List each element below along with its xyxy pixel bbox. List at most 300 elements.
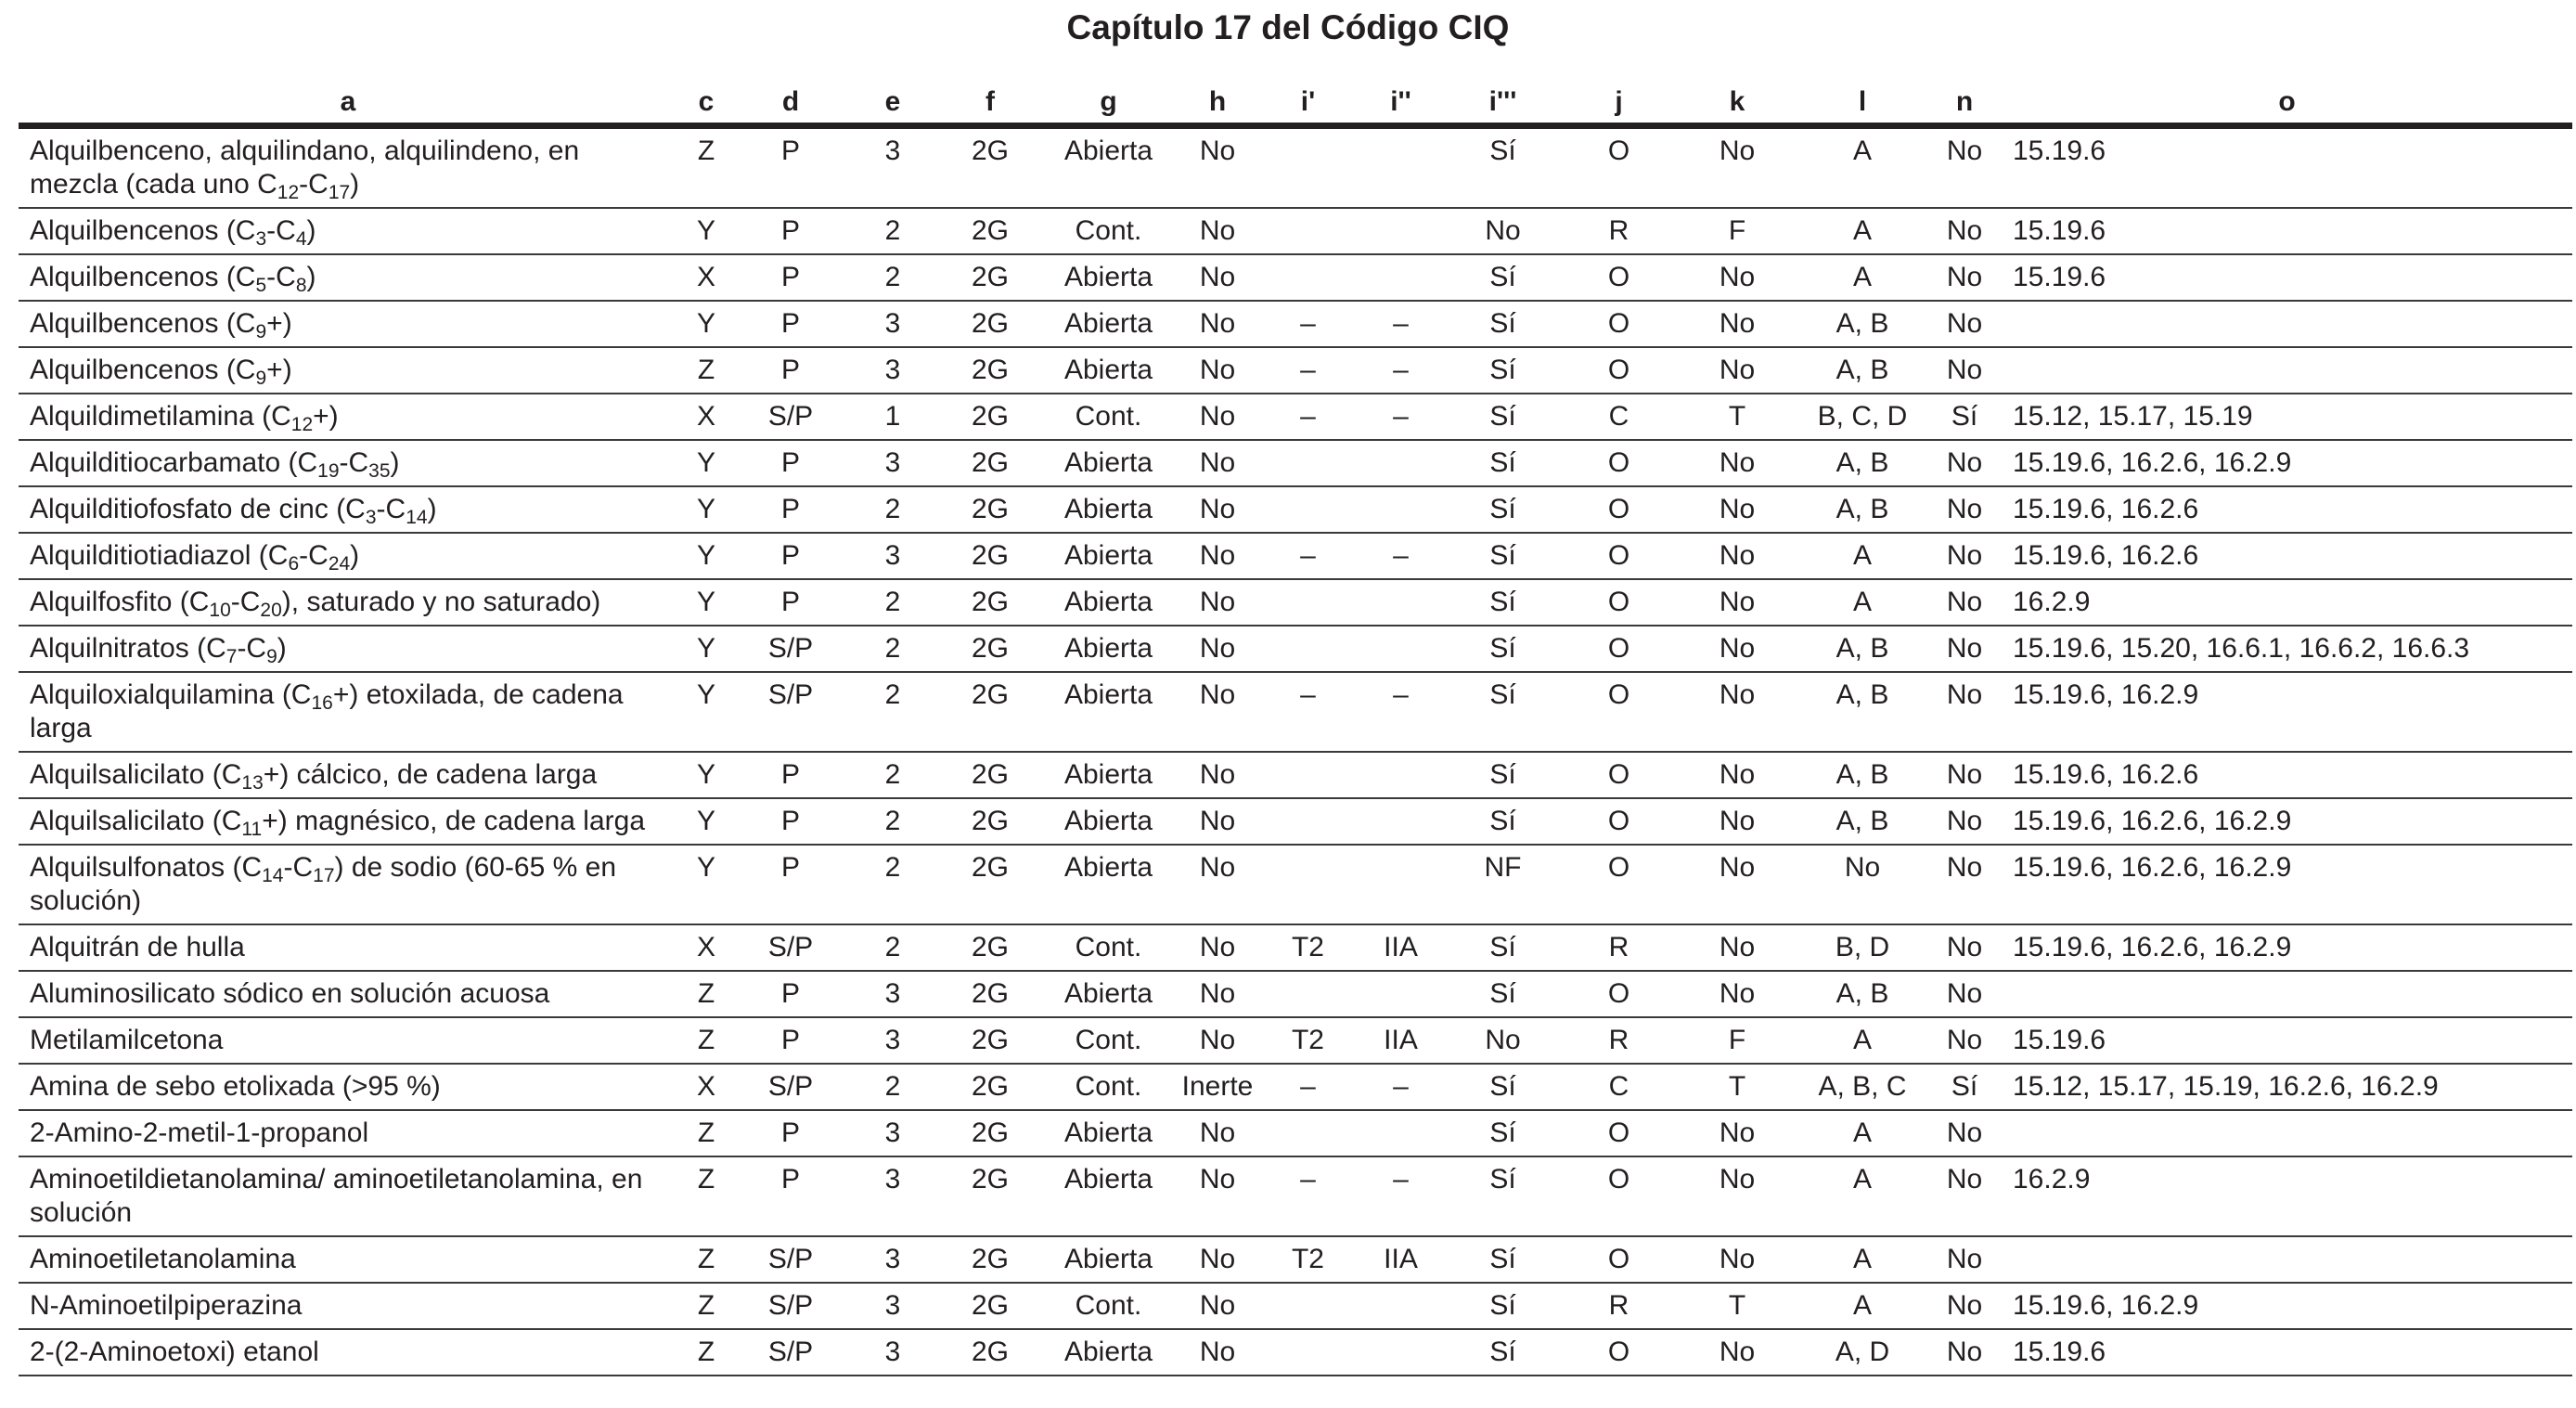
cell-i1 (1259, 1283, 1357, 1329)
cell-i2: IIA (1357, 1017, 1445, 1064)
cell-a: Alquilditiocarbamato $(C_{19}-C_{35})$ (19, 440, 677, 486)
cell-i2: – (1357, 1064, 1445, 1110)
cell-g: Abierta (1041, 672, 1176, 752)
table-row (19, 1064, 2572, 1110)
cell-i1 (1259, 626, 1357, 672)
cell-h: No (1176, 798, 1259, 845)
cell-j: O (1561, 301, 1677, 347)
cell-f: 2G (939, 924, 1041, 971)
cell-e: 2 (846, 208, 939, 254)
cell-i1 (1259, 845, 1357, 924)
cell-c: Z (677, 971, 735, 1017)
cell-i3: Sí (1445, 1329, 1561, 1376)
table-row (19, 208, 2572, 254)
cell-l: A (1797, 208, 1927, 254)
cell-h: No (1176, 301, 1259, 347)
table-row (19, 579, 2572, 626)
cell-n: No (1927, 1110, 2002, 1156)
column-header: n (1927, 82, 2002, 126)
cell-f: 2G (939, 971, 1041, 1017)
cell-h: No (1176, 347, 1259, 394)
cell-d: P (735, 440, 846, 486)
cell-n: No (1927, 1236, 2002, 1283)
cell-c: Y (677, 845, 735, 924)
cell-e: 3 (846, 1236, 939, 1283)
cell-i1: – (1259, 672, 1357, 752)
cell-i3: Sí (1445, 579, 1561, 626)
cell-d: P (735, 533, 846, 579)
cell-n: No (1927, 254, 2002, 301)
cell-e: 3 (846, 1329, 939, 1376)
cell-n: No (1927, 1017, 2002, 1064)
cell-g: Abierta (1041, 126, 1176, 209)
cell-a: 2-(2-Aminoetoxi) etanol (19, 1329, 677, 1376)
cell-c: Y (677, 626, 735, 672)
cell-l: B, C, D (1797, 394, 1927, 440)
cell-c: Y (677, 798, 735, 845)
cell-a: Aminoetiletanolamina (19, 1236, 677, 1283)
cell-e: 2 (846, 254, 939, 301)
cell-e: 3 (846, 1283, 939, 1329)
cell-o: 15.19.6, 16.2.6, 16.2.9 (2002, 440, 2572, 486)
cell-j: O (1561, 347, 1677, 394)
column-header: e (846, 82, 939, 126)
cell-i2 (1357, 579, 1445, 626)
table-row (19, 394, 2572, 440)
cell-g: Abierta (1041, 752, 1176, 798)
cell-i3: Sí (1445, 752, 1561, 798)
cell-n: No (1927, 208, 2002, 254)
cell-i2 (1357, 254, 1445, 301)
column-header: c (677, 82, 735, 126)
cell-i1 (1259, 971, 1357, 1017)
cell-c: Z (677, 126, 735, 209)
table-row (19, 798, 2572, 845)
cell-d: P (735, 971, 846, 1017)
cell-i1 (1259, 798, 1357, 845)
cell-k: No (1677, 971, 1797, 1017)
cell-i2: – (1357, 394, 1445, 440)
cell-c: Y (677, 672, 735, 752)
page-title: Capítulo 17 del Código CIQ (1066, 8, 1510, 46)
cell-l: A, B (1797, 486, 1927, 533)
table-row (19, 486, 2572, 533)
cell-e: 3 (846, 1156, 939, 1236)
cell-f: 2G (939, 486, 1041, 533)
cell-j: O (1561, 486, 1677, 533)
cell-i1: – (1259, 394, 1357, 440)
cell-d: P (735, 845, 846, 924)
cell-g: Abierta (1041, 1110, 1176, 1156)
cell-d: S/P (735, 1064, 846, 1110)
cell-h: No (1176, 1236, 1259, 1283)
cell-e: 2 (846, 845, 939, 924)
cell-o: 15.19.6, 16.2.6 (2002, 752, 2572, 798)
cell-a: Amina de sebo etolixada (>95 %) (19, 1064, 677, 1110)
cell-o: 15.19.6 (2002, 254, 2572, 301)
column-header: i' (1259, 82, 1357, 126)
cell-e: 3 (846, 533, 939, 579)
cell-c: X (677, 394, 735, 440)
cell-i3: Sí (1445, 486, 1561, 533)
cell-e: 2 (846, 798, 939, 845)
cell-i3: Sí (1445, 347, 1561, 394)
cell-i3: Sí (1445, 126, 1561, 209)
column-header: o (2002, 82, 2572, 126)
cell-c: X (677, 924, 735, 971)
table-row (19, 1329, 2572, 1376)
cell-o: 15.19.6 (2002, 1017, 2572, 1064)
cell-i3: Sí (1445, 971, 1561, 1017)
cell-e: 2 (846, 752, 939, 798)
cell-i3: Sí (1445, 1283, 1561, 1329)
cell-i2 (1357, 1329, 1445, 1376)
cell-f: 2G (939, 798, 1041, 845)
cell-a: Alquilbencenos $(C_5-C_8)$ (19, 254, 677, 301)
cell-o: 15.12, 15.17, 15.19, 16.2.6, 16.2.9 (2002, 1064, 2572, 1110)
cell-f: 2G (939, 440, 1041, 486)
table-row (19, 971, 2572, 1017)
cell-g: Abierta (1041, 440, 1176, 486)
cell-c: Y (677, 301, 735, 347)
cell-i1: T2 (1259, 1017, 1357, 1064)
cell-i2 (1357, 752, 1445, 798)
cell-i2: IIA (1357, 924, 1445, 971)
cell-d: S/P (735, 394, 846, 440)
cell-i2 (1357, 1110, 1445, 1156)
cell-a: Alquilsalicilato $(C_{13}+)$ cálcico, de cadena larga (19, 752, 677, 798)
cell-l: A (1797, 579, 1927, 626)
cell-f: 2G (939, 672, 1041, 752)
cell-d: P (735, 486, 846, 533)
cell-k: No (1677, 1236, 1797, 1283)
cell-k: No (1677, 1329, 1797, 1376)
cell-l: A (1797, 1110, 1927, 1156)
cell-g: Abierta (1041, 798, 1176, 845)
column-header: h (1176, 82, 1259, 126)
cell-c: Y (677, 208, 735, 254)
cell-d: P (735, 301, 846, 347)
cell-l: A, B (1797, 440, 1927, 486)
cell-n: No (1927, 672, 2002, 752)
cell-a: Alquilditiofosfato de cinc $(C_3-C_{14})$ (19, 486, 677, 533)
cell-i2: – (1357, 672, 1445, 752)
cell-c: Z (677, 1110, 735, 1156)
cell-h: No (1176, 1110, 1259, 1156)
cell-i1: – (1259, 347, 1357, 394)
cell-o (2002, 1110, 2572, 1156)
cell-k: No (1677, 579, 1797, 626)
cell-j: R (1561, 208, 1677, 254)
cell-l: A, B, C (1797, 1064, 1927, 1110)
cell-a: Aluminosilicato sódico en solución acuosa (19, 971, 677, 1017)
cell-o: 16.2.9 (2002, 1156, 2572, 1236)
cell-j: O (1561, 845, 1677, 924)
cell-o (2002, 971, 2572, 1017)
cell-h: No (1176, 579, 1259, 626)
cell-g: Abierta (1041, 347, 1176, 394)
cell-a: Alquitrán de hulla (19, 924, 677, 971)
cell-g: Abierta (1041, 971, 1176, 1017)
cell-i3: Sí (1445, 672, 1561, 752)
cell-e: 3 (846, 440, 939, 486)
cell-g: Cont. (1041, 1017, 1176, 1064)
cell-e: 3 (846, 1017, 939, 1064)
cell-k: No (1677, 301, 1797, 347)
column-header: i'' (1357, 82, 1445, 126)
cell-f: 2G (939, 394, 1041, 440)
table-row (19, 533, 2572, 579)
cell-c: Y (677, 579, 735, 626)
cell-j: O (1561, 440, 1677, 486)
cell-d: S/P (735, 1236, 846, 1283)
column-header: d (735, 82, 846, 126)
cell-j: R (1561, 924, 1677, 971)
cell-i1: – (1259, 1156, 1357, 1236)
table-row (19, 752, 2572, 798)
cell-i2 (1357, 486, 1445, 533)
cell-f: 2G (939, 626, 1041, 672)
cell-c: Y (677, 486, 735, 533)
cell-d: S/P (735, 924, 846, 971)
cell-g: Cont. (1041, 208, 1176, 254)
table-row (19, 347, 2572, 394)
cell-c: Z (677, 1156, 735, 1236)
cell-l: A (1797, 1017, 1927, 1064)
cell-d: S/P (735, 1283, 846, 1329)
table-row (19, 626, 2572, 672)
cell-j: O (1561, 126, 1677, 209)
cell-d: P (735, 126, 846, 209)
cell-k: No (1677, 126, 1797, 209)
cell-g: Cont. (1041, 394, 1176, 440)
cell-n: No (1927, 1329, 2002, 1376)
cell-h: No (1176, 1283, 1259, 1329)
cell-j: O (1561, 533, 1677, 579)
cell-j: O (1561, 1110, 1677, 1156)
cell-i3: Sí (1445, 1236, 1561, 1283)
cell-i1 (1259, 440, 1357, 486)
cell-i1 (1259, 486, 1357, 533)
column-header: j (1561, 82, 1677, 126)
table-row (19, 1236, 2572, 1283)
cell-k: F (1677, 208, 1797, 254)
cell-h: No (1176, 752, 1259, 798)
cell-l: A (1797, 533, 1927, 579)
cell-i2 (1357, 845, 1445, 924)
cell-a: Alquilbenceno, alquilindano, alquilindeno, en mezcla (cada uno $C_{12}-C_{17}$) (19, 126, 677, 209)
cell-i3: No (1445, 208, 1561, 254)
cell-l: A (1797, 1236, 1927, 1283)
cell-h: Inerte (1176, 1064, 1259, 1110)
cell-d: P (735, 208, 846, 254)
cell-g: Abierta (1041, 486, 1176, 533)
cell-f: 2G (939, 1283, 1041, 1329)
table-row (19, 254, 2572, 301)
cell-d: S/P (735, 672, 846, 752)
cell-d: P (735, 1156, 846, 1236)
cell-a: N-Aminoetilpiperazina (19, 1283, 677, 1329)
cell-n: No (1927, 1156, 2002, 1236)
cell-k: No (1677, 254, 1797, 301)
cell-o: 15.19.6, 16.2.6, 16.2.9 (2002, 924, 2572, 971)
cell-g: Abierta (1041, 301, 1176, 347)
cell-j: O (1561, 971, 1677, 1017)
cell-l: A, B (1797, 347, 1927, 394)
cell-k: No (1677, 347, 1797, 394)
cell-o: 15.19.6, 16.2.6 (2002, 533, 2572, 579)
cell-h: No (1176, 440, 1259, 486)
cell-h: No (1176, 672, 1259, 752)
cell-i3: Sí (1445, 254, 1561, 301)
cell-l: A, B (1797, 752, 1927, 798)
table-row (19, 1283, 2572, 1329)
cell-j: O (1561, 579, 1677, 626)
cell-l: B, D (1797, 924, 1927, 971)
cell-j: C (1561, 1064, 1677, 1110)
cell-o (2002, 347, 2572, 394)
cell-i2: IIA (1357, 1236, 1445, 1283)
cell-k: No (1677, 1156, 1797, 1236)
cell-l: A (1797, 254, 1927, 301)
cell-i3: Sí (1445, 440, 1561, 486)
cell-i1: – (1259, 301, 1357, 347)
table-row (19, 440, 2572, 486)
cell-g: Abierta (1041, 1156, 1176, 1236)
cell-c: X (677, 254, 735, 301)
cell-c: Z (677, 1283, 735, 1329)
cell-a: Alquilsalicilato $(C_{11}+)$ magnésico, de cadena larga (19, 798, 677, 845)
cell-j: O (1561, 1329, 1677, 1376)
cell-n: No (1927, 440, 2002, 486)
cell-i2 (1357, 971, 1445, 1017)
cell-o: 15.19.6 (2002, 1329, 2572, 1376)
cell-k: No (1677, 486, 1797, 533)
cell-j: O (1561, 254, 1677, 301)
cell-h: No (1176, 126, 1259, 209)
cell-i3: Sí (1445, 533, 1561, 579)
cell-k: No (1677, 672, 1797, 752)
cell-l: No (1797, 845, 1927, 924)
cell-j: O (1561, 1236, 1677, 1283)
cell-f: 2G (939, 254, 1041, 301)
cell-o (2002, 301, 2572, 347)
cell-d: S/P (735, 626, 846, 672)
cell-j: R (1561, 1283, 1677, 1329)
cell-i3: Sí (1445, 1156, 1561, 1236)
cell-k: F (1677, 1017, 1797, 1064)
cell-h: No (1176, 1329, 1259, 1376)
cell-o: 15.19.6 (2002, 208, 2572, 254)
cell-n: Sí (1927, 1064, 2002, 1110)
cell-i3: Sí (1445, 1110, 1561, 1156)
cell-a: Alquilbencenos $(C_9+)$ (19, 347, 677, 394)
cell-i2 (1357, 1283, 1445, 1329)
cell-n: No (1927, 579, 2002, 626)
cell-i3: Sí (1445, 301, 1561, 347)
cell-i2: – (1357, 347, 1445, 394)
cell-k: T (1677, 1064, 1797, 1110)
cell-n: No (1927, 924, 2002, 971)
cell-l: A, B (1797, 798, 1927, 845)
cell-g: Abierta (1041, 626, 1176, 672)
cell-i3: NF (1445, 845, 1561, 924)
cell-f: 2G (939, 1329, 1041, 1376)
cell-c: Y (677, 752, 735, 798)
cell-e: 1 (846, 394, 939, 440)
cell-l: A, B (1797, 971, 1927, 1017)
cell-j: O (1561, 672, 1677, 752)
cell-i3: Sí (1445, 394, 1561, 440)
cell-i1 (1259, 1110, 1357, 1156)
cell-g: Abierta (1041, 1329, 1176, 1376)
cell-c: X (677, 1064, 735, 1110)
cell-e: 3 (846, 301, 939, 347)
cell-g: Abierta (1041, 579, 1176, 626)
cell-g: Abierta (1041, 845, 1176, 924)
cell-o: 15.19.6, 16.2.6 (2002, 486, 2572, 533)
cell-f: 2G (939, 1110, 1041, 1156)
cell-l: A, B (1797, 301, 1927, 347)
cell-d: P (735, 254, 846, 301)
cell-k: No (1677, 1110, 1797, 1156)
cell-e: 2 (846, 672, 939, 752)
cell-n: No (1927, 126, 2002, 209)
cell-n: No (1927, 301, 2002, 347)
cell-l: A (1797, 126, 1927, 209)
column-header: k (1677, 82, 1797, 126)
cell-c: Z (677, 347, 735, 394)
cell-c: Z (677, 1236, 735, 1283)
cell-e: 2 (846, 579, 939, 626)
cell-h: No (1176, 486, 1259, 533)
cell-i2 (1357, 126, 1445, 209)
cell-e: 2 (846, 924, 939, 971)
column-header: g (1041, 82, 1176, 126)
cell-i1: – (1259, 533, 1357, 579)
cell-a: Alquilbencenos $(C_9+)$ (19, 301, 677, 347)
cell-n: No (1927, 1283, 2002, 1329)
cell-a: Alquilfosfito $(C_{10}-C_{20})$, saturado y no saturado) (19, 579, 677, 626)
cell-i3: Sí (1445, 798, 1561, 845)
cell-f: 2G (939, 1017, 1041, 1064)
table-header-row (19, 82, 2572, 126)
cell-j: C (1561, 394, 1677, 440)
cell-j: R (1561, 1017, 1677, 1064)
table-row (19, 924, 2572, 971)
cell-i2 (1357, 440, 1445, 486)
cell-k: No (1677, 533, 1797, 579)
cell-g: Cont. (1041, 1283, 1176, 1329)
table-body (19, 126, 2572, 1376)
cell-a: Alquilsulfonatos $(C_{14}-C_{17})$ de sodio (60-65 % en solución) (19, 845, 677, 924)
cell-n: No (1927, 486, 2002, 533)
cell-i3: No (1445, 1017, 1561, 1064)
cell-a: Alquildimetilamina $(C_{12}+)$ (19, 394, 677, 440)
table-row (19, 1110, 2572, 1156)
cell-h: No (1176, 845, 1259, 924)
cell-f: 2G (939, 1156, 1041, 1236)
cell-i1: – (1259, 1064, 1357, 1110)
cell-o: 15.19.6 (2002, 126, 2572, 209)
cell-i1: T2 (1259, 1236, 1357, 1283)
cell-h: No (1176, 924, 1259, 971)
cell-k: No (1677, 440, 1797, 486)
cell-i1 (1259, 208, 1357, 254)
column-header: l (1797, 82, 1927, 126)
cell-j: O (1561, 798, 1677, 845)
cell-c: Y (677, 440, 735, 486)
